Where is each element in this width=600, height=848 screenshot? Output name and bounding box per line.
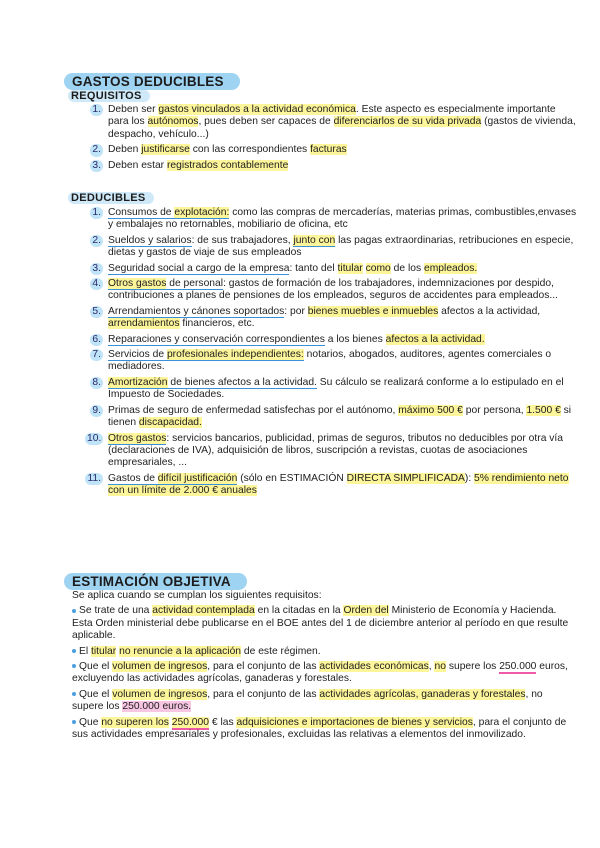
- bullet-dot-icon: [72, 609, 76, 613]
- list-item: [88, 144, 578, 156]
- text-run: ,: [428, 661, 435, 673]
- text-run: con las correspondientes: [189, 144, 311, 156]
- highlighted-text: titular: [337, 262, 363, 274]
- item-number: [85, 473, 103, 485]
- text-run: financieros, etc.: [179, 318, 255, 330]
- highlighted-text: arrendamientos: [108, 318, 180, 330]
- list-item: [88, 207, 578, 232]
- text-run: Su cálculo se realizará conforme a lo estipulado en el Impuesto de Sociedades.: [108, 376, 564, 401]
- highlighted-text: no: [434, 661, 446, 673]
- highlighted-text: 2.000 €: [183, 485, 218, 497]
- text-run: ):: [464, 472, 475, 484]
- bullet-paragraph: [72, 605, 572, 642]
- text-run: Deben: [108, 144, 142, 156]
- intro-paragraph: [72, 590, 572, 602]
- highlighted-text: como: [365, 262, 391, 274]
- item-number: [85, 433, 103, 445]
- text-run: : por: [284, 305, 308, 317]
- item-text: [108, 377, 564, 400]
- item-number: [85, 144, 103, 156]
- highlighted-text: titular: [91, 645, 117, 657]
- highlighted-text: difícil justificación: [157, 472, 238, 484]
- item-number: [85, 104, 103, 116]
- highlighted-text: empleados.: [424, 262, 478, 274]
- text-run: (sólo en ESTIMACIÓN: [237, 472, 347, 484]
- highlighted-text: Orden del: [343, 605, 389, 617]
- item-number: [85, 160, 103, 172]
- list-item: [88, 349, 578, 374]
- text-run: € las: [209, 716, 237, 728]
- item-number: [85, 349, 103, 361]
- item-text: [108, 405, 571, 428]
- highlighted-text: volumen de ingresos: [112, 688, 208, 700]
- highlighted-text: Gastos de: [108, 472, 158, 484]
- item-text: [108, 144, 347, 155]
- highlighted-text: 5% rendimiento neto con un límite de: [108, 472, 569, 497]
- list-item: [88, 405, 578, 430]
- text-run: : de sus trabajadores,: [191, 234, 294, 246]
- text-run: Que el: [79, 688, 113, 700]
- text-run: Primas de seguro de enfermedad satisfechas por el autónomo,: [108, 404, 399, 416]
- text-run: Ministerio de Economía y Hacienda. Esta Orden ministerial debe publicarse en el BOE antes del 1 de diciembre anterior al período en que resulte aplicable.: [72, 605, 569, 642]
- highlighted-text: Consumos de: [108, 207, 175, 218]
- highlighted-text: 250.000: [499, 661, 537, 673]
- text-run: , pues deben ser capaces de: [198, 116, 334, 128]
- requisitos-list: [88, 104, 578, 175]
- text-run: como las compras de mercaderías, materias primas, combustibles,envases y embalajes no retornables, mobiliario de oficina, etc: [108, 207, 577, 231]
- item-number-label: 4.: [92, 278, 101, 290]
- item-number-label: 8.: [92, 376, 101, 388]
- highlighted-text: 250.000: [171, 716, 209, 728]
- item-text: [108, 235, 573, 258]
- highlighted-text: profesionales independientes:: [166, 349, 304, 361]
- text-run: , no supere los: [72, 688, 543, 713]
- item-number-label: 3.: [92, 262, 101, 274]
- list-item: [88, 306, 578, 331]
- item-number-label: 1.: [92, 104, 101, 115]
- highlighted-text: afectos a la actividad.: [385, 333, 485, 345]
- text-run: Que el: [79, 661, 113, 673]
- text-run: Deben ser: [108, 104, 159, 115]
- list-item: [88, 235, 578, 260]
- highlighted-text: DIRECTA SIMPLIFICADA: [346, 472, 465, 484]
- bullet-paragraph: [72, 717, 572, 742]
- item-number-label: 2.: [92, 144, 101, 156]
- item-number-label: 6.: [92, 333, 101, 345]
- bullet-paragraph: [72, 661, 572, 686]
- deducibles-list: [88, 207, 578, 501]
- text-run: : servicios bancarios, publicidad, primas de seguros, tributos no deducibles por otra vía (declaraciones de IVA), adquisición de libros, suscripción a revistas, cuotas de asociaciones empresariales, ...: [108, 432, 564, 469]
- text-run: Se aplica cuando se cumplan los siguientes requisitos:: [72, 590, 322, 601]
- item-number-label: 5.: [92, 305, 101, 317]
- highlighted-text: volumen de ingresos: [112, 661, 208, 673]
- item-number: [85, 377, 103, 389]
- item-text: [108, 160, 288, 171]
- item-number-label: 2.: [92, 234, 101, 246]
- estimacion-objetiva-title: ESTIMACIÓN OBJETIVA: [64, 573, 247, 590]
- list-item: [88, 334, 578, 346]
- item-number: [85, 306, 103, 318]
- highlighted-text: no superen los: [101, 716, 169, 728]
- text-run: , para el conjunto de sus actividades empresariales y profesionales, excluidas las relativas a elementos del inmovilizado.: [72, 716, 567, 741]
- item-number-label: 7.: [92, 349, 101, 361]
- item-text: [108, 334, 485, 346]
- text-run: : tanto del: [289, 262, 338, 274]
- gastos-deducibles-title: GASTOS DEDUCIBLES: [64, 73, 240, 90]
- highlighted-text: autónomos: [147, 116, 199, 128]
- bullet-dot-icon: [72, 649, 76, 653]
- highlighted-text: de personal: [166, 278, 224, 290]
- list-item: [88, 433, 578, 470]
- text-run: El: [79, 645, 92, 657]
- item-number-label: 11.: [87, 472, 101, 484]
- text-run: , para el conjunto de las: [207, 688, 320, 700]
- list-item: [88, 104, 578, 141]
- item-number-label: 9.: [92, 404, 101, 416]
- highlighted-text: Sueldos y salarios: [108, 234, 192, 246]
- bullet-paragraph: [72, 646, 572, 658]
- text-run: si tienen: [108, 404, 572, 429]
- list-item: [88, 278, 578, 303]
- highlighted-text: máximo 500 €: [398, 404, 463, 416]
- text-run: Que: [79, 716, 102, 728]
- highlighted-text: junto con: [293, 234, 336, 246]
- item-text: [108, 207, 576, 230]
- highlighted-text: 250.000 euros.: [122, 701, 192, 713]
- text-run: por persona,: [462, 404, 527, 416]
- text-run: notarios, abogados, auditores, agentes comerciales o mediadores.: [108, 349, 552, 373]
- list-item: [88, 377, 578, 402]
- item-number-label: 3.: [92, 159, 101, 171]
- text-run: a los bienes: [324, 333, 386, 345]
- item-number: [85, 334, 103, 346]
- highlighted-text: actividades económicas: [319, 661, 429, 673]
- text-run: , para el conjunto de las: [207, 661, 320, 673]
- text-run: euros, excluyendo las actividades agrícolas, ganaderas y forestales.: [72, 661, 568, 685]
- highlighted-text: discapacidad.: [138, 417, 202, 429]
- highlighted-text: de bienes afectos a la actividad.: [167, 376, 317, 388]
- text-run: : gastos de formación de los trabajadores, indemnizaciones por despido, contribuciones a planes de pensiones de los empleados, seguros de accidentes para empleados...: [108, 278, 558, 302]
- highlighted-text: Reparaciones y conservación correspondientes: [108, 333, 325, 345]
- highlighted-text: actividad contemplada: [152, 605, 255, 617]
- estimacion-body: [72, 590, 572, 744]
- bullet-paragraph: [72, 689, 572, 714]
- item-number-label: 1.: [92, 207, 101, 218]
- item-text: [108, 306, 540, 329]
- text-run: en la citadas en la: [254, 605, 344, 617]
- item-text: [108, 278, 558, 301]
- highlighted-text: bienes muebles e inmuebles: [307, 305, 439, 317]
- text-run: Deben estar: [108, 159, 167, 171]
- text-run: de este régimen.: [241, 645, 321, 657]
- item-number: [85, 207, 103, 219]
- highlighted-text: 1.500 €: [526, 404, 561, 416]
- text-run: supere los: [445, 661, 500, 673]
- text-run: Se trate de una: [79, 605, 153, 617]
- highlighted-text: registrados contablemente: [166, 159, 289, 171]
- bullet-dot-icon: [72, 720, 76, 724]
- item-text: [108, 349, 551, 372]
- highlighted-text: Arrendamientos y cánones soportados: [108, 305, 285, 317]
- highlighted-text: Otros gastos: [108, 432, 167, 444]
- highlighted-text: gastos vinculados a la actividad económica: [158, 104, 356, 115]
- highlighted-text: Amortización: [108, 376, 168, 388]
- item-number: [85, 235, 103, 247]
- highlighted-text: adquisiciones e importaciones de bienes y servicios: [236, 716, 473, 728]
- highlighted-text: facturas: [310, 144, 347, 156]
- bullet-dot-icon: [72, 664, 76, 668]
- highlighted-text: Otros gastos: [108, 278, 167, 290]
- bullet-dot-icon: [72, 692, 76, 696]
- item-number: [85, 263, 103, 275]
- requisitos-subtitle: REQUISITOS: [68, 90, 150, 102]
- highlighted-text: actividades agrícolas, ganaderas y forestales: [319, 688, 526, 700]
- item-text: [108, 104, 576, 140]
- text-run: las pagas extraordinarias, retribuciones en especie, dietas y gastos de viaje de sus empleados: [108, 234, 574, 259]
- highlighted-text: no renuncie a la aplicación: [119, 645, 242, 657]
- list-item: [88, 160, 578, 172]
- highlighted-text: justificarse: [141, 144, 190, 156]
- item-number-label: 10.: [87, 432, 102, 444]
- text-run: . Este aspecto es especialmente importante para los: [108, 104, 556, 128]
- item-number: [85, 405, 103, 417]
- list-item: [88, 473, 578, 498]
- item-text: [108, 433, 563, 469]
- item-number: [85, 278, 103, 290]
- text-run: de los: [390, 262, 424, 274]
- text-run: (gastos de vivienda, despacho, vehículo...): [108, 116, 576, 140]
- highlighted-text: diferenciarlos de su vida privada: [333, 116, 482, 128]
- deducibles-subtitle: DEDUCIBLES: [68, 192, 154, 204]
- text-run: afectos a la actividad,: [438, 305, 541, 317]
- highlighted-text: Servicios de: [108, 349, 167, 361]
- item-text: [108, 473, 569, 496]
- highlighted-text: Seguridad social a cargo de la empresa: [108, 262, 290, 274]
- list-item: [88, 263, 578, 275]
- highlighted-text: anuales: [217, 485, 257, 497]
- highlighted-text: explotación:: [174, 207, 230, 218]
- item-text: [108, 263, 477, 275]
